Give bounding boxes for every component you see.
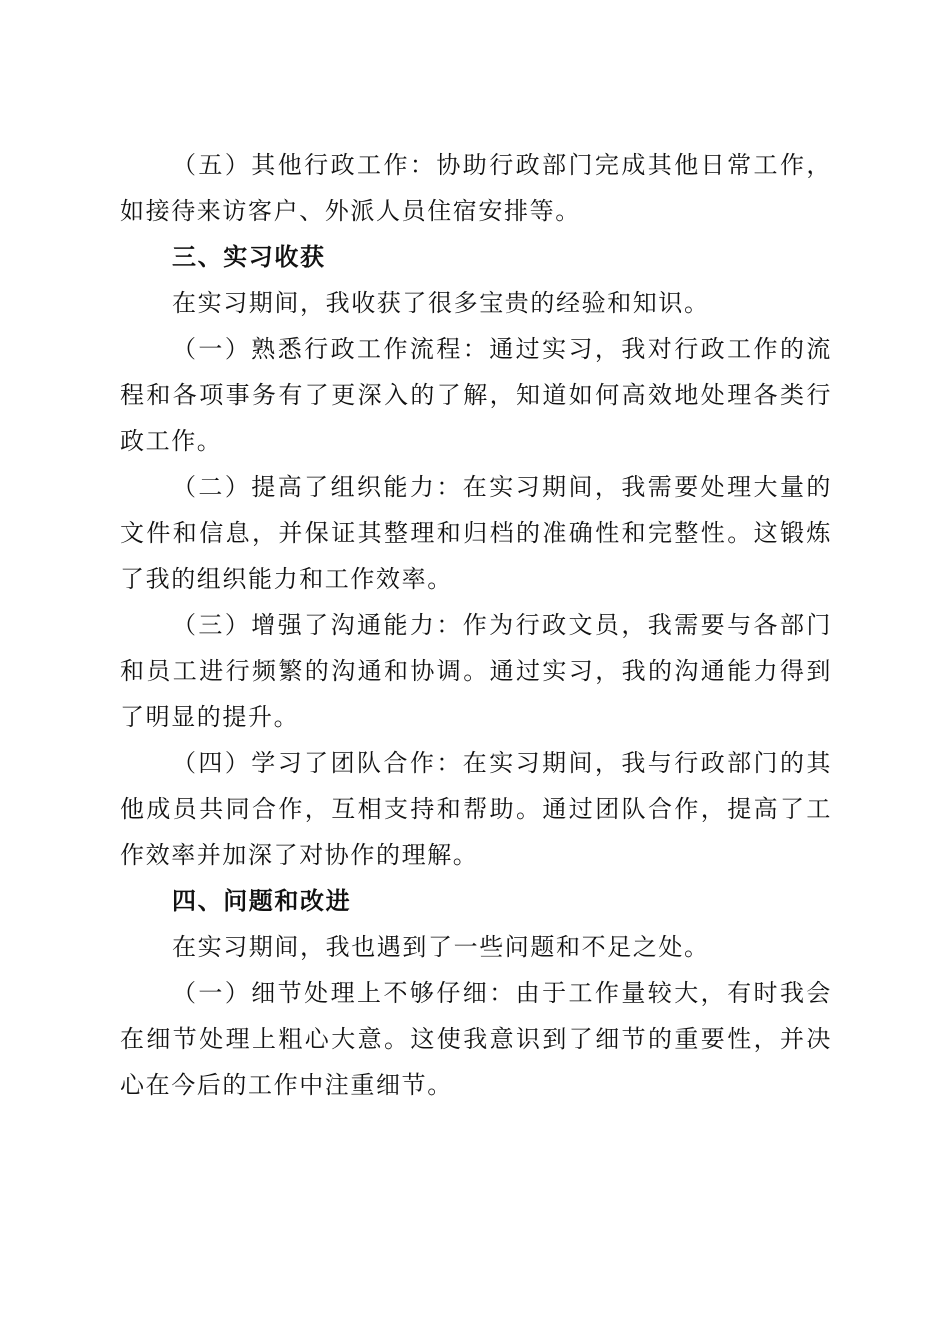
paragraph-gains-intro: 在实习期间，我收获了很多宝贵的经验和知识。 [172, 289, 710, 317]
document-page [120, 142, 832, 1108]
paragraph-gain-teamwork: （四）学习了团队合作：在实习期间，我与行政部门的其他成员共同合作，互相支持和帮助。通过团队合作，提高了工作效率并加深了对协作的理解。 [120, 749, 832, 869]
paragraph-gain-communication: （三）增强了沟通能力：作为行政文员，我需要与各部门和员工进行频繁的沟通和协调。通过实习，我的沟通能力得到了明显的提升。 [120, 611, 832, 731]
paragraph-problems-intro: 在实习期间，我也遇到了一些问题和不足之处。 [172, 933, 710, 961]
paragraph-problem-details: （一）细节处理上不够仔细：由于工作量较大，有时我会在细节处理上粗心大意。这使我意识到了细节的重要性，并决心在今后的工作中注重细节。 [120, 979, 832, 1099]
paragraph-gain-workflow: （一）熟悉行政工作流程：通过实习，我对行政工作的流程和各项事务有了更深入的了解，知道如何高效地处理各类行政工作。 [120, 335, 832, 455]
section-heading-problems: 四、问题和改进 [172, 887, 352, 915]
section-heading-gains: 三、实习收获 [172, 243, 326, 271]
paragraph-gain-organization: （二）提高了组织能力：在实习期间，我需要处理大量的文件和信息，并保证其整理和归档的准确性和完整性。这锻炼了我的组织能力和工作效率。 [120, 473, 832, 593]
paragraph-other-admin-work: （五）其他行政工作：协助行政部门完成其他日常工作，如接待来访客户、外派人员住宿安排等。 [120, 151, 832, 225]
